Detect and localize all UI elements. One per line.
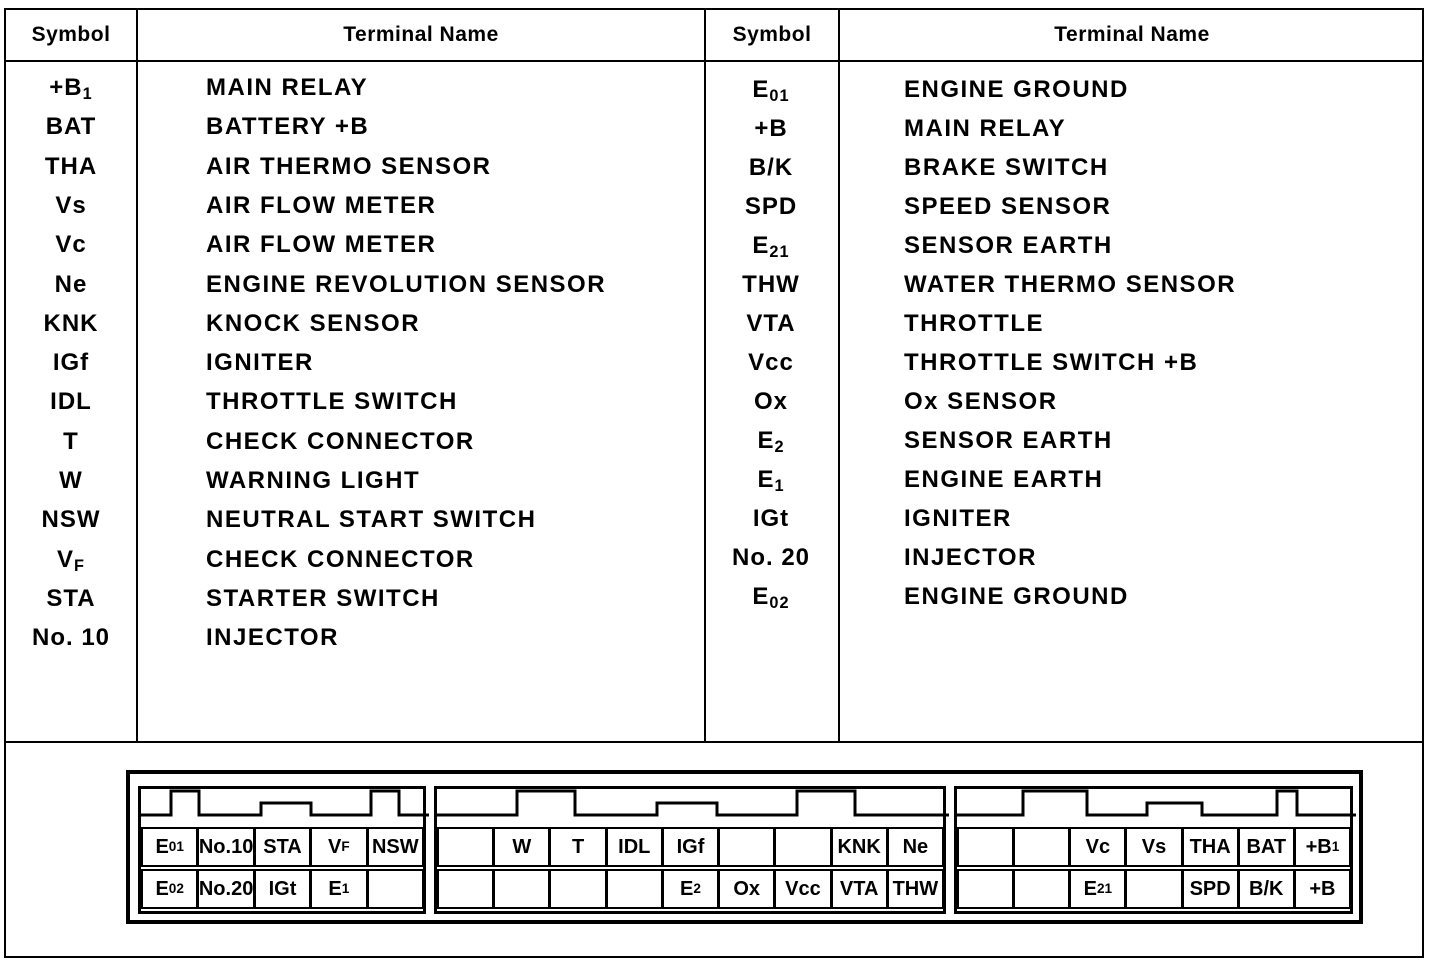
connector-pin: Vs [1125,827,1182,867]
connector-pin-empty [367,869,424,909]
right-row-terminal-name: SENSOR EARTH [904,427,1113,454]
right-row-symbol: IGt [752,505,790,532]
header-terminal-name-left: Terminal Name [343,23,499,46]
right-row-symbol: VTA [746,310,796,337]
left-row-symbol: IGf [52,349,90,377]
connector-pin: No.20 [197,869,254,909]
header-terminal-name-right: Terminal Name [1054,23,1210,46]
left-row-symbol: T [63,427,79,455]
connector-pin-empty [957,827,1014,867]
right-row-terminal-name: Ox SENSOR [904,388,1058,415]
column-divider [136,10,138,743]
left-row-terminal-name: IGNITER [206,349,314,377]
connector-pin: STA [254,827,311,867]
connector-pin: THA [1182,827,1239,867]
right-row-terminal-name: BRAKE SWITCH [904,154,1109,181]
connector-pin-empty [774,827,831,867]
right-row-terminal-name: ENGINE GROUND [904,583,1129,610]
connector-pin-empty [437,827,494,867]
connector-pin: E 21 [1069,869,1126,909]
left-row-terminal-name: KNOCK SENSOR [206,309,421,337]
right-row-symbol: B/K [748,154,794,181]
right-row-symbol: $E_2$ [757,427,785,457]
connector-pin: E 2 [662,869,719,909]
connector-pin: W [493,827,550,867]
right-row-symbol: SPD [744,193,798,220]
left-row-terminal-name: CHECK CONNECTOR [206,545,475,573]
connector-pin-empty [1013,869,1070,909]
left-row-symbol: IDL [50,388,92,416]
left-row-terminal-name: BATTERY +B [206,113,370,141]
connector-pin: +B 1 [1294,827,1351,867]
header-symbol-left: Symbol [31,23,111,46]
right-row-terminal-name: SPEED SENSOR [904,193,1112,220]
connector-block [434,786,946,914]
left-row-symbol: Vs [55,191,87,219]
left-row-symbol: Vc [55,231,87,259]
left-row-terminal-name: ENGINE REVOLUTION SENSOR [206,270,607,298]
right-row-symbol: +B [754,115,788,142]
right-row-symbol: $E_{21}$ [752,232,790,262]
left-row-symbol: STA [46,584,96,612]
connector-pin: E 01 [141,827,198,867]
left-row-symbol: BAT [45,113,97,141]
connector-pin-empty [437,869,494,909]
connector-pin: KNK [831,827,888,867]
left-row-symbol: NSW [41,506,101,534]
connector-pin: No.10 [197,827,254,867]
connector-pin: IDL [606,827,663,867]
right-row-symbol: THW [742,271,800,298]
right-row-terminal-name: ENGINE EARTH [904,466,1104,493]
table-header-row [6,10,1422,62]
right-row-terminal-name: ENGINE GROUND [904,76,1129,103]
connector-pin-empty [606,869,663,909]
connector-pin: Ox [718,869,775,909]
column-divider [838,10,840,743]
left-row-terminal-name: AIR FLOW METER [206,191,437,219]
connector-pin: Ne [887,827,944,867]
connector-key-outline [141,789,429,829]
right-row-terminal-name: THROTTLE [904,310,1044,337]
connector-pin: THW [887,869,944,909]
left-row-terminal-name: STARTER SWITCH [206,584,440,612]
connector-block [954,786,1353,914]
connector-pin: Vc [1069,827,1126,867]
left-row-terminal-name: INJECTOR [206,624,339,652]
connector-pin-empty [957,869,1014,909]
right-row-symbol: No. 20 [731,544,811,571]
table-bottom-border [6,741,1422,743]
connector-pin: IGt [254,869,311,909]
left-row-symbol: THA [44,152,98,180]
left-row-terminal-name: WARNING LIGHT [206,467,421,494]
right-row-symbol: $E_1$ [757,466,785,496]
connector-pin-empty [718,827,775,867]
connector-block [138,786,426,914]
left-row-symbol: No. 10 [31,624,111,652]
left-row-terminal-name: MAIN RELAY [206,74,369,101]
ecu-connector-diagram [126,770,1363,924]
connector-pin: V F [310,827,367,867]
connector-pin: Vcc [774,869,831,909]
connector-pin-empty [1125,869,1182,909]
connector-pin-empty [549,869,606,909]
left-row-symbol: Ne [54,270,88,298]
left-row-terminal-name: THROTTLE SWITCH [206,388,458,416]
connector-pin: B/K [1238,869,1295,909]
connector-pin: E 1 [310,869,367,909]
left-row-terminal-name: AIR FLOW METER [206,231,437,259]
connector-pin: SPD [1182,869,1239,909]
connector-pin: +B [1294,869,1351,909]
connector-pin: BAT [1238,827,1295,867]
left-row-symbol: KNK [43,309,99,337]
connector-pin: T [549,827,606,867]
right-row-terminal-name: MAIN RELAY [904,115,1067,142]
right-row-terminal-name: WATER THERMO SENSOR [904,271,1237,298]
left-row-terminal-name: AIR THERMO SENSOR [206,152,492,180]
left-row-symbol: $+B_1$ [49,74,93,104]
left-row-terminal-name: NEUTRAL START SWITCH [206,506,537,534]
connector-key-outline [957,789,1356,829]
connector-pin: E 02 [141,869,198,909]
connector-pin-empty [1013,827,1070,867]
right-row-terminal-name: THROTTLE SWITCH +B [904,349,1199,376]
right-row-terminal-name: INJECTOR [904,544,1037,571]
connector-key-outline [437,789,949,829]
connector-pin: VTA [831,869,888,909]
right-row-symbol: $E_{01}$ [752,76,790,106]
right-row-symbol: $E_{02}$ [752,583,790,613]
left-row-symbol: $V_F$ [57,545,85,575]
right-row-symbol: Vcc [748,349,794,376]
right-row-terminal-name: IGNITER [904,505,1012,532]
right-row-symbol: Ox [753,388,788,415]
connector-pin-empty [493,869,550,909]
left-row-symbol: W [59,467,83,494]
right-row-terminal-name: SENSOR EARTH [904,232,1113,259]
connector-pin: IGf [662,827,719,867]
left-row-terminal-name: CHECK CONNECTOR [206,427,475,455]
header-symbol-right: Symbol [732,23,812,46]
connector-pin: NSW [367,827,424,867]
